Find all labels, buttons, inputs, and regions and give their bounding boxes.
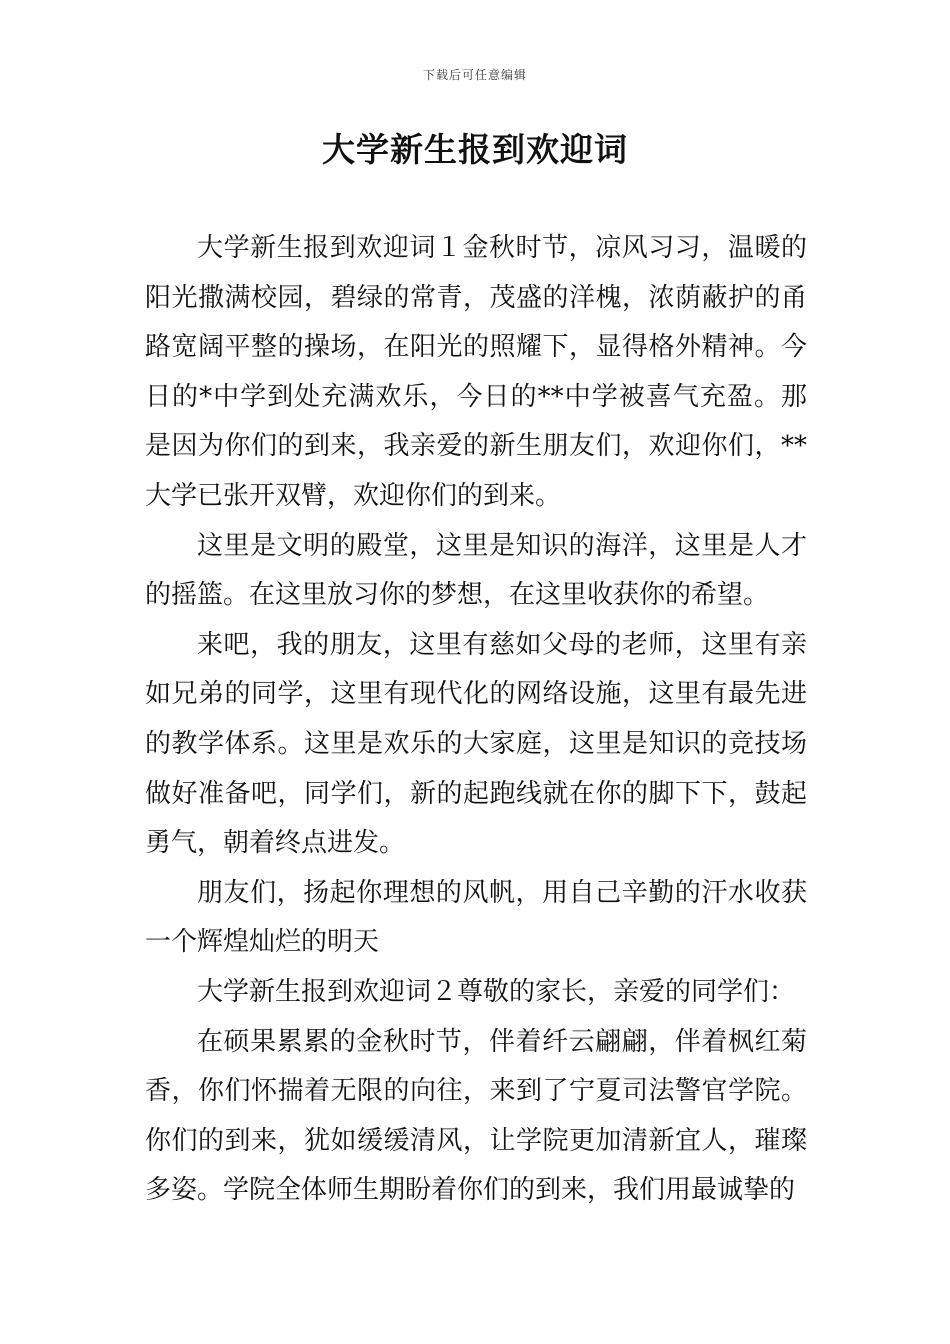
paragraph: 来吧，我的朋友，这里有慈如父母的老师，这里有亲如兄弟的同学，这里有现代化的网络设施，这里有最先进的教学体系。这里是欢乐的大家庭，这里是知识的竞技场做好准备吧，同学们，新的起跑线就在你的脚下下，鼓起勇气，朝着终点进发。 — [145, 629, 807, 859]
paragraph: 朋友们，扬起你理想的风帆，用自己辛勤的汗水收获一个辉煌灿烂的明天 — [145, 877, 807, 958]
paragraph: 在硕果累累的金秋时节，伴着纤云翩翩，伴着枫红菊香，你们怀揣着无限的向往，来到了宁夏司法警官学院。你们的到来，犹如缓缓清风，让学院更加清新宜人，璀璨多姿。学院全体师生期盼着你们的到来，我们用最诚挚的 — [145, 1026, 807, 1206]
paragraph: 大学新生报到欢迎词１金秋时节，凉风习习，温暖的阳光撒满校园，碧绿的常青，茂盛的洋槐，浓荫蔽护的甬路宽阔平整的操场，在阳光的照耀下，显得格外精神。今日的*中学到处充满欢乐，今日的**中学被喜气充盈。那是因为你们的到来，我亲爱的新生朋友们，欢迎你们，**大学已张开双臂，欢迎你们的到来。 — [145, 233, 807, 511]
paragraph: 这里是文明的殿堂，这里是知识的海洋，这里是人才的摇篮。在这里放习你的梦想，在这里收获你的希望。 — [145, 530, 807, 611]
document-title: 大学新生报到欢迎词 — [322, 130, 628, 169]
document-body — [145, 224, 807, 1216]
paragraph: 大学新生报到欢迎词２尊敬的家长，亲爱的同学们： — [197, 976, 796, 1007]
header-note: 下载后可任意编辑 — [422, 68, 527, 82]
